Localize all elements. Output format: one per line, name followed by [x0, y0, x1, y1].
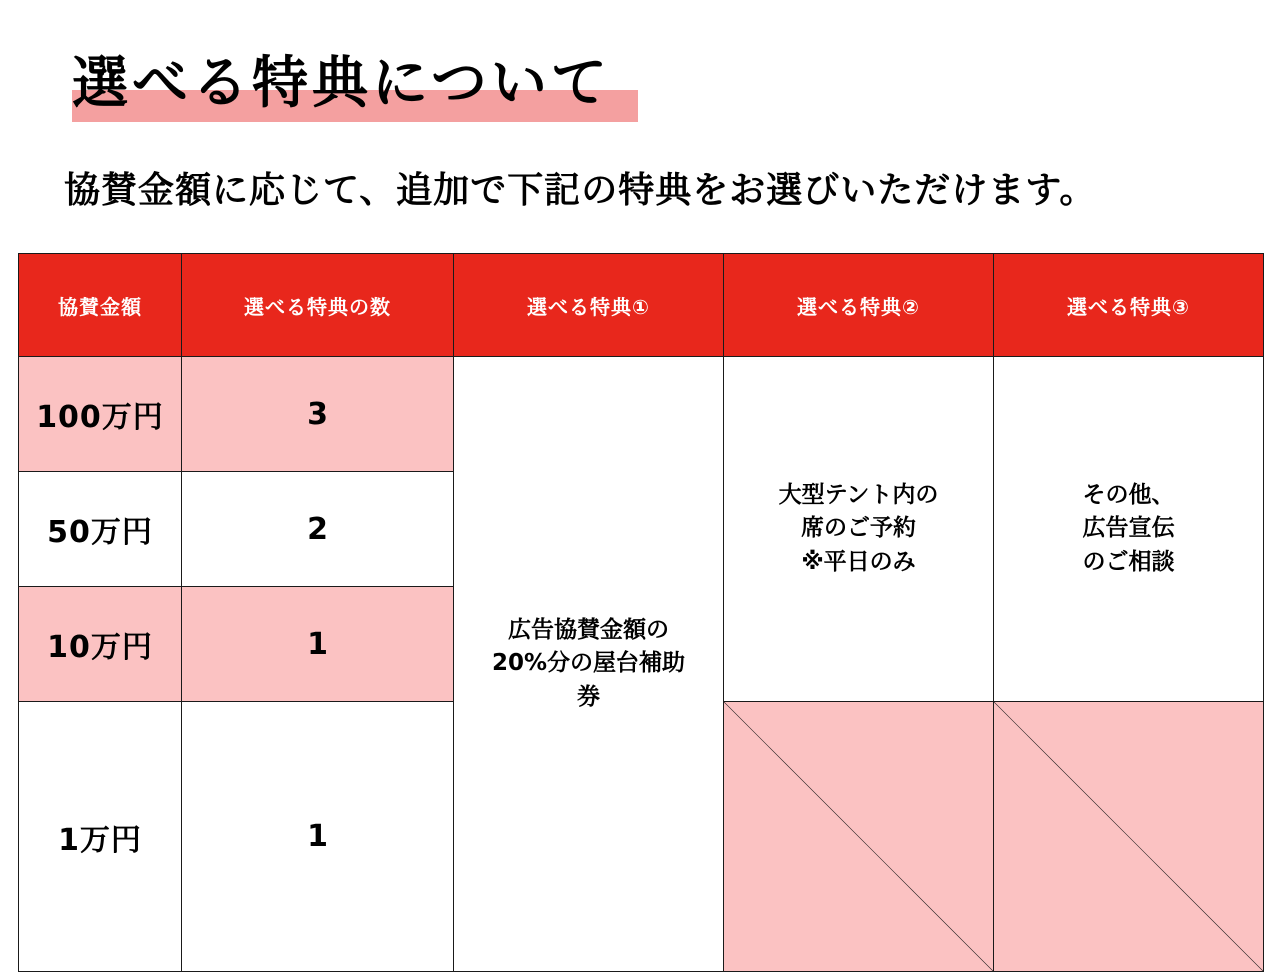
column-header-benefit-2: 選べる特典② — [724, 254, 994, 357]
benefits-table — [18, 253, 1264, 972]
cell-benefit-1 — [454, 357, 724, 972]
table-row — [19, 357, 1264, 472]
cell-amount: 1万円 — [19, 702, 182, 972]
benefits-table-wrapper — [18, 253, 1263, 972]
benefit-3-line-2: 広告宣伝 — [1082, 515, 1175, 542]
cell-benefit-count: 1 — [182, 702, 454, 972]
lead-sentence: 協賛金額に応じて、追加で下記の特典をお選びいただけます。 — [64, 170, 1097, 211]
column-header-benefit-1: 選べる特典① — [454, 254, 724, 357]
benefit-1-line-3: 券 — [577, 683, 600, 710]
cell-benefit-3-unavailable — [994, 702, 1264, 972]
diagonal-strike-icon — [724, 702, 993, 971]
cell-benefit-count: 2 — [182, 472, 454, 587]
benefit-1-line-2: 20%分の屋台補助 — [491, 650, 686, 677]
table-header-row — [19, 254, 1264, 357]
cell-benefit-3 — [994, 357, 1264, 702]
column-header-amount: 協賛金額 — [19, 254, 182, 357]
cell-benefit-count: 1 — [182, 587, 454, 702]
benefit-3-line-1: その他、 — [1082, 481, 1175, 508]
benefit-1-line-1: 広告協賛金額の — [508, 616, 669, 643]
title-text: 選べる特典について — [72, 51, 611, 116]
column-header-benefit-count: 選べる特典の数 — [182, 254, 454, 357]
cell-amount: 50万円 — [19, 472, 182, 587]
diagonal-strike-icon — [994, 702, 1263, 971]
cell-benefit-2-unavailable — [724, 702, 994, 972]
benefit-3-line-3: のご相談 — [1082, 548, 1175, 575]
table-header — [19, 254, 1264, 357]
column-header-benefit-3: 選べる特典③ — [994, 254, 1264, 357]
table-body — [19, 357, 1264, 972]
cell-amount: 10万円 — [19, 587, 182, 702]
benefit-2-line-2: 席のご予約 — [801, 515, 916, 542]
cell-benefit-count: 3 — [182, 357, 454, 472]
cell-amount: 100万円 — [19, 357, 182, 472]
benefit-2-line-1: 大型テント内の — [778, 481, 939, 508]
page-title — [72, 52, 611, 116]
benefit-2-line-3: ※平日のみ — [801, 548, 916, 575]
cell-benefit-2 — [724, 357, 994, 702]
